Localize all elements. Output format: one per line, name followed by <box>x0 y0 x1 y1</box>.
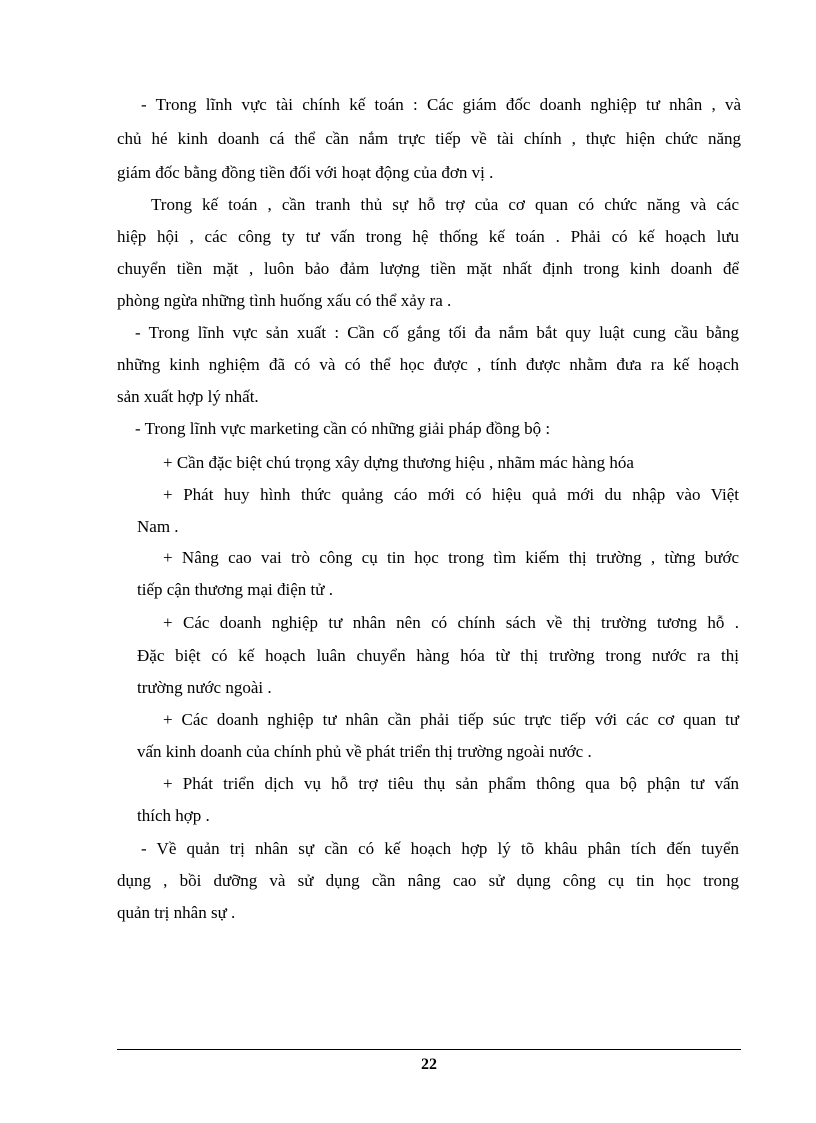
text-line-1: - Trong lĩnh vực tài chính kế toán : Các giám đốc doanh nghiệp tư nhân , và <box>141 95 741 114</box>
text-line-11: - Trong lĩnh vực marketing cần có những giải pháp đồng bộ : <box>135 419 551 438</box>
text-line-25: dụng , bồi dưỡng và sử dụng cần nâng cao sử dụng công cụ tin học trong <box>117 871 739 890</box>
text-line-20: + Các doanh nghiệp tư nhân cần phải tiếp súc trực tiếp với các cơ quan tư <box>163 710 739 729</box>
text-line-2: chủ hé kinh doanh cá thể cần nắm trực tiếp về tài chính , thực hiện chức năng <box>117 129 741 148</box>
text-line-12: + Cần đặc biệt chú trọng xây dựng thương hiệu , nhãm mác hàng hóa <box>163 453 634 472</box>
text-line-18: Đặc biệt có kế hoạch luân chuyển hàng hóa từ thị trường trong nước ra thị <box>137 646 739 665</box>
page-number: 22 <box>421 1056 437 1073</box>
text-line-4: Trong kế toán , cần tranh thủ sự hỗ trợ của cơ quan có chức năng và các <box>151 195 739 214</box>
text-line-22: + Phát triển dịch vụ hỗ trợ tiêu thụ sản phẩm thông qua bộ phận tư vấn <box>163 774 739 793</box>
text-line-10: sản xuất hợp lý nhất. <box>117 387 259 406</box>
text-line-23: thích hợp . <box>137 806 210 825</box>
text-line-9: những kinh nghiệm đã có và có thể học được , tính được nhằm đưa ra kế hoạch <box>117 355 739 374</box>
text-line-3: giám đốc bằng đồng tiền đối với hoạt động của đơn vị . <box>117 163 494 182</box>
text-line-17: + Các doanh nghiệp tư nhân nên có chính sách về thị trường tương hỗ . <box>163 613 739 632</box>
text-line-8: - Trong lĩnh vực sản xuất : Cần cố gắng tối đa nắm bắt quy luật cung cầu bằng <box>135 323 739 342</box>
text-line-26: quản trị nhân sự . <box>117 903 236 922</box>
text-line-24: - Về quản trị nhân sự cần có kế hoạch hợp lý tõ khâu phân tích đến tuyển <box>141 839 739 858</box>
text-line-16: tiếp cận thương mại điện tử . <box>137 580 333 599</box>
text-line-15: + Nâng cao vai trò công cụ tin học trong tìm kiếm thị trường , từng bước <box>163 548 739 567</box>
footer-divider <box>117 1049 741 1050</box>
text-line-21: vấn kinh doanh của chính phủ về phát triển thị trường ngoài nước . <box>137 742 592 761</box>
text-line-6: chuyển tiền mặt , luôn bảo đảm lượng tiền mặt nhất định trong kinh doanh để <box>117 259 739 278</box>
text-line-14: Nam . <box>137 517 179 536</box>
text-line-19: trường nước ngoài . <box>137 678 272 697</box>
text-line-13: + Phát huy hình thức quảng cáo mới có hiệu quả mới du nhập vào Việt <box>163 485 739 504</box>
text-line-5: hiệp hội , các công ty tư vấn trong hệ thống kế toán . Phải có kế hoạch lưu <box>117 227 739 246</box>
text-line-7: phòng ngừa những tình huống xấu có thể xảy ra . <box>117 291 452 310</box>
